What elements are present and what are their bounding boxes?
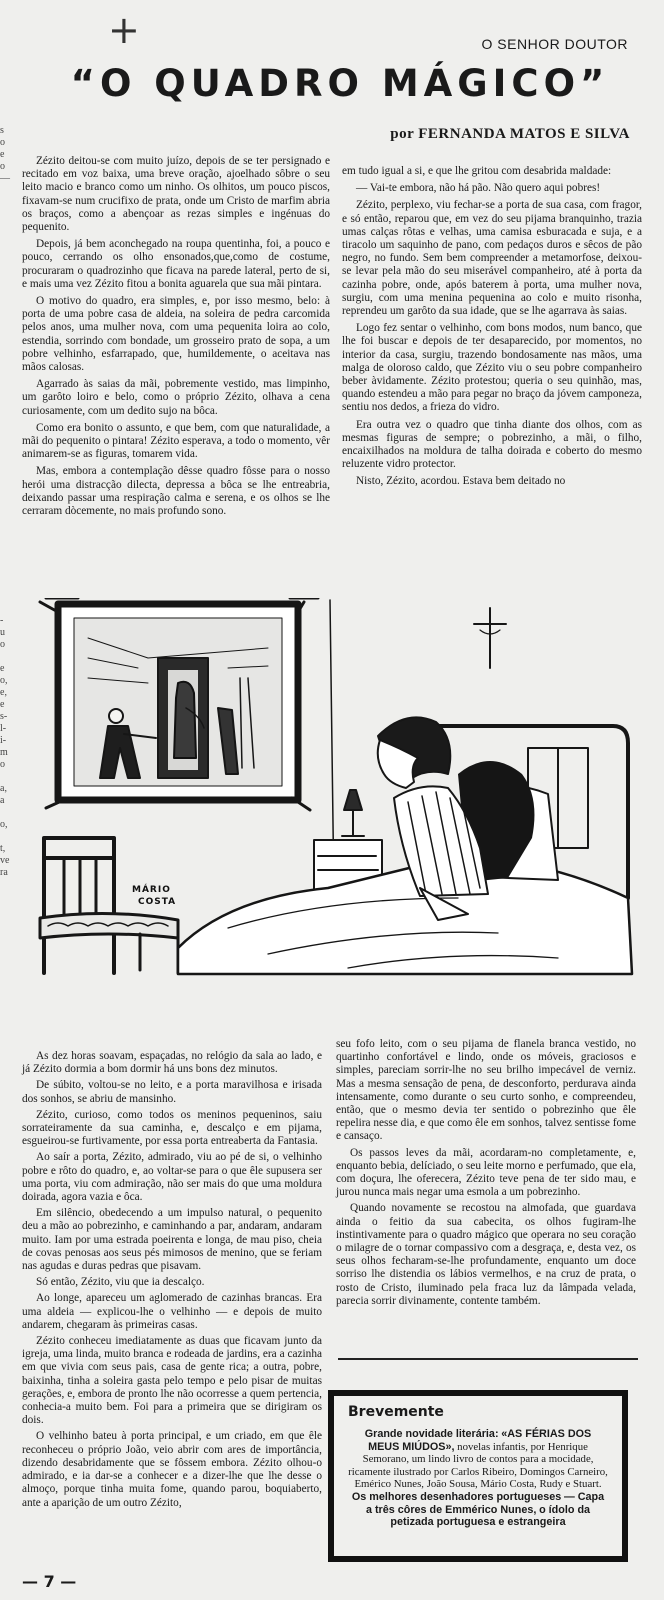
paragraph: Zézito deitou-se com muito juízo, depois de se ter persignado e recitado em voz baixa, uma breve oração, ajoelhado sôbre o seu leito macio e branco como um ninho. Os olhitos, um pouco piscos, fixavam-se num crucifixo de prata, onde um Cristo de marfim abria os braços, como a abençoar as rezas simples e ingénuas do pequenito. xyxy=(22,155,330,234)
margin-scrap: e xyxy=(0,149,5,160)
paragraph: Zézito conheceu imediatamente as duas que ficavam junto da igreja, uma linda, muito branca e rodeada de jardins, era a cazinha em que vivia com seus pais, casa de gente rica; a outra, pobre, baixinha, tinha a soleira gasta pelo tempo e pelo pisar de muitas gerações, e, embora de pronto lhe não ocorresse a quem pertencia, conhecia-a muito bem. Foi para a primeira que se dirigiram os dois. xyxy=(22,1335,322,1427)
margin-scrap xyxy=(0,651,10,663)
announcement-box xyxy=(328,1390,628,1562)
artist-signature-line-1: MÁRIO xyxy=(132,885,171,895)
margin-scrap: - xyxy=(0,615,4,626)
section-title: O SENHOR DOUTOR xyxy=(481,36,628,52)
announcement-heading: Brevemente xyxy=(348,1404,444,1420)
announcement-line: Grande novidade literária: xyxy=(364,1428,499,1440)
handwritten-mark: + xyxy=(108,8,140,52)
paragraph: Os passos leves da mãi, acordaram-no completamente, e, enquanto bebia, delíciado, o seu leite morno e perfumado, que ela, com doçura, lhe oferecera, Zézito teve pena de ter sido mau, e jurou nunca mais negar uma esmola a um pobrezinho. xyxy=(336,1146,636,1199)
paragraph: Zézito, curioso, como todos os meninos pequeninos, saiu sorrateiramente da sua caminha, e, descalço e em pijama, esgueirou-se furtivamente, por essa porta entreaberta da Fantasia. xyxy=(22,1108,322,1148)
margin-scraps-middle xyxy=(0,615,10,879)
paragraph: Nisto, Zézito, acordou. Estava bem deitado no xyxy=(356,475,566,488)
margin-scrap xyxy=(0,807,10,819)
paragraph: Como era bonito o assunto, e que bem, com que naturalidade, a mãi do pequenito o pintara! Zézito esperava, a todo o momento, vêr animarem-se as figuras, tomarem vida. xyxy=(22,421,330,461)
margin-scrap: o xyxy=(0,639,5,650)
story-headline: “O QUADRO MÁGICO” xyxy=(70,62,610,105)
column-4 xyxy=(336,1038,636,1311)
paragraph: As dez horas soavam, espaçadas, no relógio da sala ao lado, e já Zézito dormia a bom dormir há uns bons dez minutos. xyxy=(22,1050,322,1076)
margin-scrap: o xyxy=(0,137,5,148)
paragraph: Só então, Zézito, viu que ia descalço. xyxy=(36,1276,205,1289)
margin-scrap: t, xyxy=(0,843,6,854)
artist-signature-line-2: COSTA xyxy=(138,897,177,907)
margin-scrap: ve xyxy=(0,855,10,866)
paragraph: Zézito, perplexo, viu fechar-se a porta de sua casa, com fragor, e só então, reparou que, em vez do seu pijama branquinho, trazia umas calças rôtas e velhas, uma camisa esburacada e suja, e a tiracolo um saquinho de pano, com pedaços duros e sêcos de pão negro, no fundo. Sem bem compreender a metamorfose, deixou-se levar pela mão do seu miserável companheiro, até à porta da cazinha pobre, onde, após baterem à porta, uma mulher nova, surgiu, com uma menina pequenina ao colo e muito risonha, reprendeu um garôto da sua idade, que se lhe agarrava às saias. xyxy=(342,199,642,318)
margin-scrap: e xyxy=(0,663,5,674)
paragraph: O velhinho bateu à porta principal, e um criado, em que êle reconheceu o próprio João, veio abrir com ares de importância, dizendo desabridamente que se fôssem embora. Zézito olhou-o admirado, e ia dar-se a conhecer e a dizer-lhe que lhe desse o almoço, porque tinha muita fome, quando parou, boquiaberto, ante a aparição de um outro Zézito, xyxy=(22,1430,322,1509)
column-1 xyxy=(22,155,330,522)
paragraph: Agarrado às saias da mãi, pobremente vestido, mas limpinho, um garôto loiro e belo, como o próprio Zézito, olhava a cena curiosamente, com um dedito sujo na bôca. xyxy=(22,378,330,417)
margin-scrap xyxy=(0,831,10,843)
lamp xyxy=(342,790,364,836)
margin-scrap: o, xyxy=(0,819,8,830)
announcement-line: novelas infantis, por Henrique Semorano, um lindo livro de contos para a mocidade, ricamente ilustrado por Carlos Ribeiro, Domingos Carneiro, Emérico Nunes, João Sousa, Mário Costa, Rudy e Stuart. xyxy=(348,1440,608,1491)
announcement-text xyxy=(348,1428,608,1529)
margin-scrap: o xyxy=(0,161,5,172)
paragraph: em tudo igual a si, e que lhe gritou com desabrida maldade: xyxy=(342,165,612,177)
margin-scrap: s- xyxy=(0,711,8,722)
paragraph: Ao longe, apareceu um aglomerado de cazinhas brancas. Era uma aldeia — explicou-lhe o velhinho — e depois de muito andarem, chegaram às primeiras casas. xyxy=(22,1292,322,1331)
paragraph: Mas, embora a contemplação dêsse quadro fôsse para o nosso herói uma distracção dilecta, depressa a bôca se lhe entreabria, deixando passar uma respiração calma e serena, e os olhos se lhe cerraram dòcemente, no mais profundo sono. xyxy=(22,465,330,518)
margin-scraps-top xyxy=(0,125,10,185)
margin-scrap xyxy=(0,771,10,783)
paragraph: Depois, já bem aconchegado na roupa quentinha, foi, a pouco e pouco, cerrando os olho ensonados,que,como de costume, procuraram o quadrozinho que ficava na parede lateral, perto de si, e mais uma vez Zézito fitou a bonita aguarela que sua mãi pintara. xyxy=(22,238,330,290)
margin-scrap: o, xyxy=(0,675,8,686)
paragraph: De súbito, voltou-se no leito, e a porta maravilhosa e irisada dos sonhos, se abriu de mansinho. xyxy=(22,1079,322,1105)
announcement-line: o ídolo da petizada portuguesa e estrangeira xyxy=(390,1503,591,1529)
paragraph: Logo fez sentar o velhinho, com bons modos, num banco, que lhe foi buscar e depois de ter desaparecido, por momentos, no interior da casa, surgiu, trazendo bondosamente nas mãos, uma malga de oloroso caldo, que Zézito viu o seu pobre companheiro beber àvidamente. Zézito protestou; queria o seu quinhão, mas, quando estendeu a mão para pegar no braço da jóvem camponeza, sentiu nos dedos, a frieza do vidro. xyxy=(342,322,642,414)
margin-scrap: ra xyxy=(0,867,8,878)
margin-scrap: a, xyxy=(0,783,7,794)
column-divider-rule xyxy=(338,1358,638,1360)
story-illustration xyxy=(28,598,636,1010)
margin-scrap: o xyxy=(0,759,5,770)
margin-scrap: — xyxy=(0,173,10,184)
column-2 xyxy=(342,165,642,493)
paragraph: — Vai-te embora, não há pão. Não quero aqui pobres! xyxy=(356,182,601,195)
margin-scrap: u xyxy=(0,627,5,638)
announcement-line: «AS FÉRIAS DOS MEUS MIÚDOS», xyxy=(368,1428,592,1453)
margin-scrap: e, xyxy=(0,687,7,698)
paragraph: Em silêncio, obedecendo a um impulso natural, o pequenito deu a mão ao pobrezinho, e caminhando a par, andaram, andaram muito. Iam por uma estrada poeirenta e longa, de mau piso, cheia de covas penosas aos seus pés mimosos de menino, que se feriam nas agudas e duras pedras que pisavam. xyxy=(22,1207,322,1273)
paragraph: seu fofo leito, com o seu pijama de flanela branca vestido, no quartinho confortável e lindo, onde os móveis, graciosos e simples, pareciam sorrir-lhe no seu brilho impecável de verniz. Mas a mesma sensação de pena, de desconforto, perdurava ainda intensamente, como durante o seu curto sonho, e compreendeu, então, que o mesmo devia ter sentido o pobrezinho que êle repelira nesse dia, e que como êle em sonhos, talvez sentisse fome e cansaço. xyxy=(336,1038,636,1143)
announcement-line: — Capa a três côres de Emmérico Nunes, xyxy=(365,1490,605,1516)
page-number: — 7 — xyxy=(22,1572,77,1591)
author-byline: por FERNANDA MATOS E SILVA xyxy=(390,126,630,142)
bed xyxy=(178,856,632,974)
margin-scrap: m xyxy=(0,747,8,758)
margin-scrap: e xyxy=(0,699,5,710)
margin-scrap: a xyxy=(0,795,5,806)
paragraph: Quando novamente se recostou na almofada, que guardava ainda o feitio da sua cabecita, os olhos fugiram-lhe instintivamente para o quadro mágico que operara no seu coração o milagre de o tornar compassivo com a desgraça, e, desta vez, os seus olhos fecharam-se-lhe profundamente, enquanto um doce sorriso lhe distendia os lábios vermelhos, e na cruz de prata, o rosto de Cristo, iluminado pela fraca luz da lâmpada velada, parecia sorrir divinamente, contente também. xyxy=(336,1202,636,1307)
margin-scrap: s xyxy=(0,125,4,136)
margin-scrap: l- xyxy=(0,723,7,734)
announcement-line: Os melhores desenhadores portugueses xyxy=(351,1490,562,1503)
column-3 xyxy=(22,1050,322,1513)
paragraph: O motivo do quadro, era simples, e, por isso mesmo, belo: à porta de uma pobre casa de aldeia, na soleira de pedra carcomida pelos anos, uma mulher nova, com uma pequenita loira ao colo, estendia, sorrindo com bondade, um grosseiro prato de sopa, a um pobre velhinho, esfarrapado, que, humildemente, o aceitava nas mãos calosas. xyxy=(22,295,330,374)
paragraph: Ao saír a porta, Zézito, admirado, viu ao pé de si, o velhinho pobre e rôto do quadro, e, ao voltar-se para o que êle supusera ser uma porta, viu com admiração, não ser mais do que uma moldura doirada, agora vazia e ôca. xyxy=(22,1151,322,1204)
margin-scrap: i- xyxy=(0,735,7,746)
crucifix xyxy=(474,608,506,668)
paragraph: Era outra vez o quadro que tinha diante dos olhos, com as mesmas figuras de sempre; o pobrezinho, a mãi, o filho, encaixilhados na moldura de talha doirada e coberto do mesmo reluzente vidro protector. xyxy=(342,418,642,471)
